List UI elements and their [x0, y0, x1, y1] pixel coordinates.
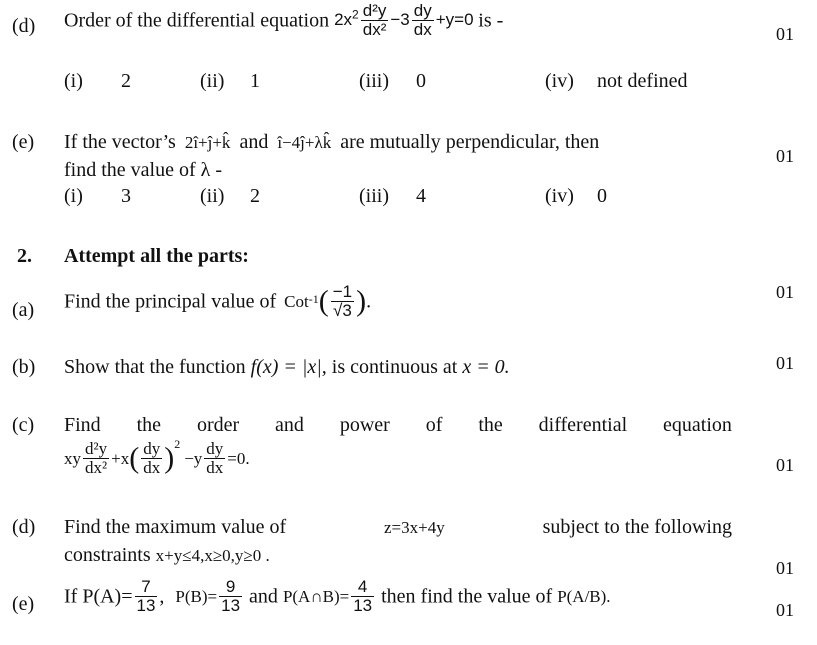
- q2a-question: [64, 283, 371, 320]
- q2a-num: −1: [332, 282, 353, 301]
- q1e-option-3-value: 4: [416, 185, 426, 207]
- eq-num2: dy: [413, 1, 432, 20]
- q1e-option-2-value: 2: [250, 185, 260, 207]
- q2c-word: differential: [538, 414, 628, 436]
- q2e-question: [64, 578, 611, 615]
- q2e-label: (e): [12, 593, 35, 615]
- q1e-text-post: are mutually perpendicular, then: [340, 131, 600, 153]
- eq-frac-2: [412, 2, 434, 39]
- q1d-marks: 01: [776, 24, 794, 44]
- q1e-vector-1: 2î+ĵ+k̂: [184, 133, 231, 152]
- q2c-minus: −y: [184, 448, 203, 468]
- q1e-and: and: [239, 131, 269, 153]
- q2c-d2: dx: [143, 457, 161, 477]
- q2b-expr2: x = 0.: [462, 356, 510, 378]
- q2b-expr: f(x) = |x|,: [250, 356, 327, 378]
- q2e-frac-1: [135, 578, 158, 615]
- q2a-frac: [331, 283, 354, 320]
- eq-exp: 2: [352, 7, 359, 22]
- q2e-and: and: [249, 585, 278, 608]
- q1d-suffix: is -: [478, 9, 504, 32]
- q2a-label: (a): [12, 299, 35, 321]
- q1d-equation: [334, 1, 478, 39]
- eq-tail: +y=0: [435, 9, 474, 29]
- q1d-option-4-value: not defined: [597, 70, 688, 92]
- q1e-vector-2: î−4ĵ+λk̂: [277, 133, 332, 152]
- q2b-text: Show that the function: [64, 356, 246, 378]
- q1e-line1: [64, 132, 599, 152]
- q2c-paren-close: ): [164, 441, 175, 475]
- eq-minus: −3: [390, 9, 410, 29]
- eq-num: d²y: [362, 1, 387, 20]
- q1d-text: Order of the differential equation: [64, 9, 330, 32]
- q2c-word: Find: [64, 414, 101, 436]
- q2c-word: order: [196, 414, 240, 436]
- q1e-option-1-value: 3: [121, 185, 131, 207]
- q2e-frac-3: [351, 578, 374, 615]
- q2d-text2: subject to the following: [542, 516, 732, 538]
- q1d-option-1-label: (i): [64, 70, 83, 92]
- q2e-marks: 01: [776, 600, 794, 620]
- q2c-word: the: [136, 414, 162, 436]
- q2e-d3: 13: [353, 595, 373, 615]
- eq-frac-1: [361, 2, 389, 39]
- q1e-option-3-label: (iii): [359, 185, 389, 207]
- q2c-sq: 2: [174, 437, 181, 451]
- q2a-exp: -1: [308, 292, 319, 306]
- q1e-marks: 01: [776, 146, 794, 166]
- q2c-n1: d²y: [85, 439, 108, 458]
- q2d-constraints: x+y≤4,x≥0,y≥0 .: [155, 546, 270, 565]
- q2c-frac-1: [83, 440, 109, 477]
- q2b-mid: is continuous at: [331, 356, 458, 378]
- q2e-comma: ,: [159, 585, 165, 608]
- q2a-marks: 01: [776, 282, 794, 302]
- q2d-line2: [64, 545, 270, 565]
- q2c-word: the: [478, 414, 503, 436]
- q2c-label: (c): [12, 414, 35, 436]
- eq-den: dx²: [362, 19, 387, 39]
- q2c-n2: dy: [143, 439, 161, 458]
- q1d-question: [64, 2, 503, 39]
- q1d-option-1-value: 2: [121, 70, 131, 92]
- q1d-option-3-value: 0: [416, 70, 426, 92]
- q2b-question: [64, 357, 510, 377]
- q2c-end: =0.: [227, 448, 250, 468]
- eq-den2: dx: [413, 19, 432, 39]
- q2e-n3: 4: [351, 578, 374, 597]
- q2b-marks: 01: [776, 353, 794, 373]
- q2b-label: (b): [12, 356, 36, 378]
- q1d-option-2-value: 1: [250, 70, 260, 92]
- q2c-line1: [64, 415, 732, 435]
- q1e-label: (e): [12, 131, 35, 153]
- q1e-text-pre: If the vector’s: [64, 131, 176, 153]
- q2a-func: Cot: [284, 291, 309, 311]
- q2e-pab: P(A∩B)=: [282, 586, 350, 606]
- q2c-xy: xy: [64, 448, 81, 468]
- q2e-d2: 13: [221, 595, 241, 615]
- q2e-frac-2: [219, 578, 242, 615]
- q2a-den: √3: [333, 300, 352, 320]
- q1d-option-4-label: (iv): [545, 70, 574, 92]
- q1e-line2: find the value of λ -: [64, 159, 222, 181]
- q2a-paren-open: (: [318, 284, 329, 318]
- q2a-end: .: [366, 290, 372, 313]
- q2d-line2-text: constraints: [64, 544, 151, 566]
- q2c-frac-3: [204, 440, 225, 477]
- q1d-option-2-label: (ii): [200, 70, 225, 92]
- q2c-word: equation: [663, 414, 732, 436]
- q2-heading: Attempt all the parts:: [64, 245, 249, 267]
- q1d-label: (d): [12, 15, 36, 37]
- q2a-text: Find the principal value of: [64, 290, 277, 313]
- q2d-text: Find the maximum value of: [64, 516, 287, 538]
- q2d-objective: z=3x+4y: [384, 518, 445, 537]
- q2e-pb: P(B)=: [175, 586, 218, 606]
- q2d-label: (d): [12, 516, 36, 538]
- q2c-word: of: [425, 414, 443, 436]
- q1e-option-4-label: (iv): [545, 185, 574, 207]
- q2e-text2: then find the value of: [381, 585, 553, 608]
- q1e-option-1-label: (i): [64, 185, 83, 207]
- q2c-paren-open: (: [129, 441, 140, 475]
- q2a-paren-close: ): [356, 284, 367, 318]
- q2d-marks: 01: [776, 558, 794, 578]
- q2e-n2: 9: [219, 578, 242, 597]
- q2e-n1: 7: [135, 578, 158, 597]
- q1d-option-3-label: (iii): [359, 70, 389, 92]
- q2c-plus: +x: [111, 448, 130, 468]
- q2c-equation: [64, 437, 250, 477]
- q2c-d3: dx: [206, 457, 224, 477]
- eq-coef: 2x: [334, 9, 353, 29]
- q1e-option-2-label: (ii): [200, 185, 225, 207]
- q2e-pab2: P(A/B).: [557, 586, 611, 606]
- q2e-pa: If P(A)=: [64, 585, 133, 608]
- q2c-n3: dy: [206, 439, 224, 458]
- q2c-word: and: [275, 414, 304, 436]
- q2c-d1: dx²: [85, 457, 108, 477]
- q2c-word: power: [339, 414, 390, 436]
- q2d-line1: [64, 517, 732, 537]
- q2e-d1: 13: [136, 595, 156, 615]
- q1e-option-4-value: 0: [597, 185, 607, 207]
- q2-number: 2.: [17, 245, 32, 267]
- q2c-marks: 01: [776, 455, 794, 475]
- q2c-frac-2: [141, 440, 162, 477]
